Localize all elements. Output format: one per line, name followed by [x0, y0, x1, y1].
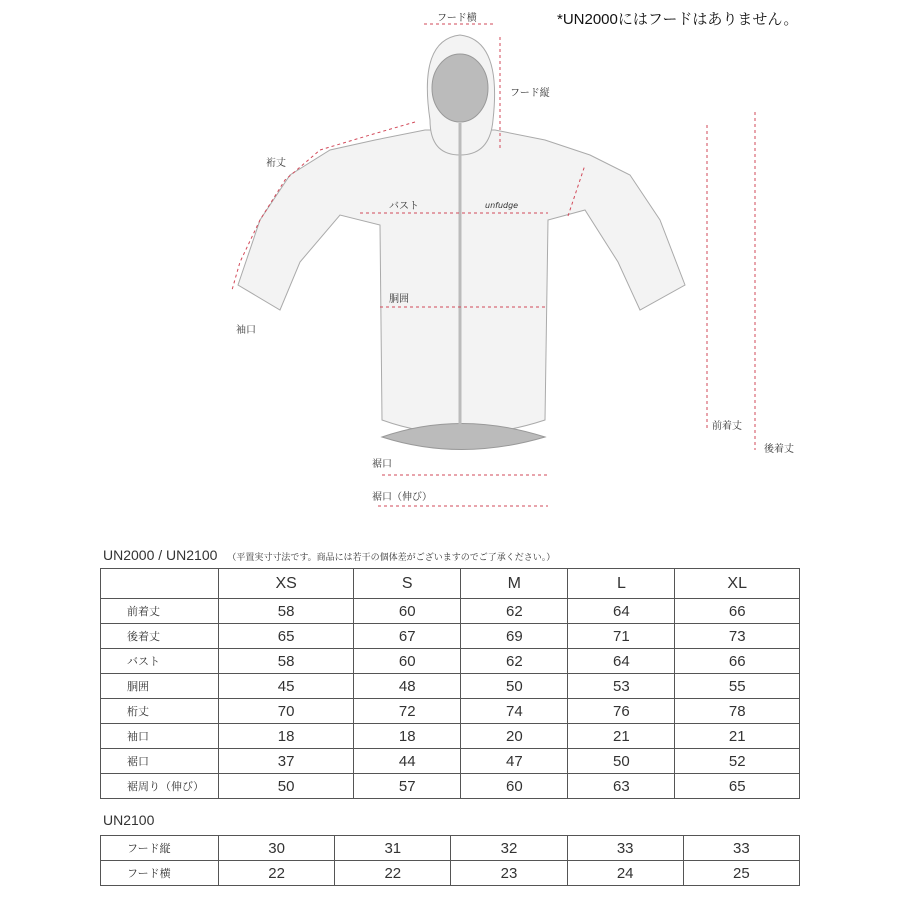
size-value: 55	[675, 674, 800, 699]
label-waist: 胴囲	[389, 294, 409, 305]
row-label: 裾周り（伸び）	[101, 774, 219, 799]
size-value: 48	[354, 674, 461, 699]
label-back-length: 後着丈	[764, 444, 794, 455]
row-label: フード縦	[101, 836, 219, 861]
row-label: 桁丈	[101, 699, 219, 724]
size-value: 44	[354, 749, 461, 774]
size-value: 20	[461, 724, 568, 749]
size-value: 62	[461, 649, 568, 674]
size-value: 58	[219, 599, 354, 624]
label-hood-width: フード横	[437, 13, 477, 24]
size-value: 78	[675, 699, 800, 724]
hood-opening	[432, 54, 488, 122]
size-value: 18	[354, 724, 461, 749]
size-value: 33	[683, 836, 799, 861]
size-value: 60	[461, 774, 568, 799]
size-value: 50	[219, 774, 354, 799]
size-value: 65	[675, 774, 800, 799]
table1-subtitle: （平置実寸寸法です。商品には若干の個体差がございますのでご了承ください。）	[227, 552, 556, 562]
size-value: 33	[567, 836, 683, 861]
size-value: 18	[219, 724, 354, 749]
table-row	[101, 624, 800, 649]
size-value: 65	[219, 624, 354, 649]
size-value: 64	[568, 649, 675, 674]
size-value: 23	[451, 861, 567, 886]
table1-title	[103, 547, 555, 563]
label-front-length: 前着丈	[712, 421, 742, 432]
label-hood-height: フード縦	[510, 88, 550, 99]
size-value: 70	[219, 699, 354, 724]
header-row	[101, 569, 800, 599]
row-label: 胴囲	[101, 674, 219, 699]
label-hem-stretched: 裾口（伸び）	[372, 492, 432, 503]
size-value: 25	[683, 861, 799, 886]
size-value: 53	[568, 674, 675, 699]
table-row	[101, 599, 800, 624]
label-bust: バスト	[389, 201, 419, 212]
row-label: バスト	[101, 649, 219, 674]
size-value: 62	[461, 599, 568, 624]
table-row	[101, 699, 800, 724]
size-value: 60	[354, 599, 461, 624]
size-value: 31	[335, 836, 451, 861]
label-sleeve-length: 裄丈	[266, 158, 286, 169]
size-value: 22	[335, 861, 451, 886]
size-header: S	[354, 569, 461, 599]
size-value: 24	[567, 861, 683, 886]
size-header: L	[568, 569, 675, 599]
table-row	[101, 861, 800, 886]
size-table	[100, 568, 800, 799]
size-value: 57	[354, 774, 461, 799]
size-value: 72	[354, 699, 461, 724]
row-label: 前着丈	[101, 599, 219, 624]
size-value: 66	[675, 599, 800, 624]
row-label: 袖口	[101, 724, 219, 749]
logo: unfudge	[485, 201, 519, 210]
size-value: 50	[568, 749, 675, 774]
size-value: 30	[219, 836, 335, 861]
size-value: 58	[219, 649, 354, 674]
table-row	[101, 674, 800, 699]
row-label: フード横	[101, 861, 219, 886]
table-row	[101, 836, 800, 861]
size-value: 52	[675, 749, 800, 774]
size-value: 67	[354, 624, 461, 649]
size-value: 60	[354, 649, 461, 674]
hood-note: *UN2000にはフードはありません。	[557, 11, 799, 28]
size-value: 76	[568, 699, 675, 724]
row-label: 裾口	[101, 749, 219, 774]
size-value: 73	[675, 624, 800, 649]
size-value: 64	[568, 599, 675, 624]
size-value: 37	[219, 749, 354, 774]
size-value: 63	[568, 774, 675, 799]
table1-title-text: UN2000 / UN2100	[103, 547, 218, 563]
size-value: 45	[219, 674, 354, 699]
row-label: 後着丈	[101, 624, 219, 649]
table-row	[101, 649, 800, 674]
size-value: 66	[675, 649, 800, 674]
table-row	[101, 724, 800, 749]
size-header: XL	[675, 569, 800, 599]
size-value: 32	[451, 836, 567, 861]
table-row	[101, 774, 800, 799]
size-value: 50	[461, 674, 568, 699]
table-row	[101, 749, 800, 774]
label-cuff: 袖口	[236, 325, 256, 336]
size-value: 71	[568, 624, 675, 649]
hood-size-table	[100, 835, 800, 886]
size-value: 22	[219, 861, 335, 886]
size-value: 69	[461, 624, 568, 649]
label-hem: 裾口	[372, 459, 392, 470]
size-header: M	[461, 569, 568, 599]
size-value: 74	[461, 699, 568, 724]
table2-title: UN2100	[103, 812, 155, 828]
size-value: 47	[461, 749, 568, 774]
size-value: 21	[675, 724, 800, 749]
size-value: 21	[568, 724, 675, 749]
corner-cell	[101, 569, 219, 599]
size-header: XS	[219, 569, 354, 599]
